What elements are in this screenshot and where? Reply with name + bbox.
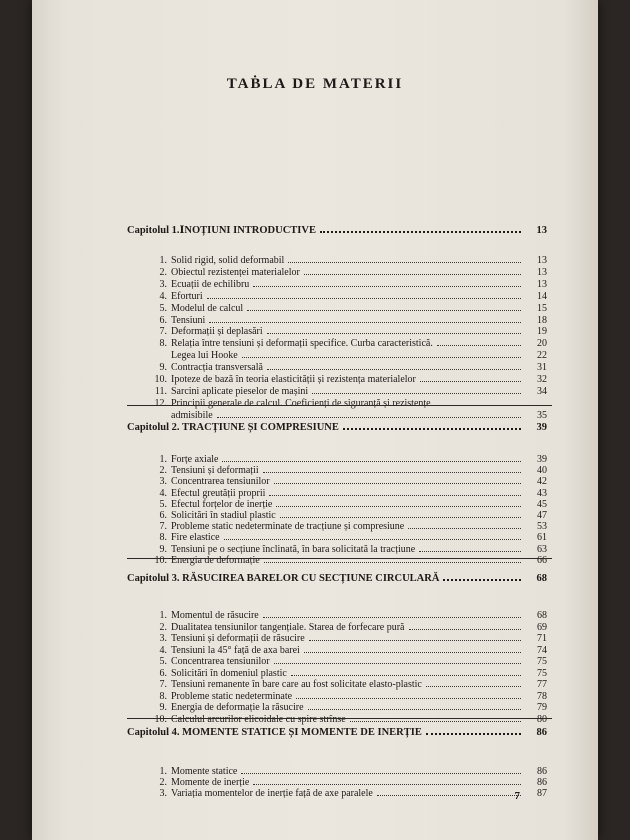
section-page-number: 78 — [537, 690, 547, 702]
section-title: Tensiuni și deformații de răsucire — [171, 633, 305, 644]
section-title: Ipoteze de bază în teoria elasticității și rezistența materialelor — [171, 374, 416, 385]
section-title: Sarcini aplicate pieselor de mașini — [171, 385, 309, 397]
section-number: 5. — [159, 498, 167, 510]
section-number: 1. — [159, 454, 167, 465]
section-title: admisibile — [171, 409, 213, 421]
section-page-number: 34 — [537, 385, 547, 397]
dot-leader — [253, 286, 521, 287]
dot-leader — [253, 784, 521, 785]
section-number: 8. — [159, 532, 167, 544]
section-number: 10. — [154, 374, 167, 385]
section-title: Solicitări în stadiul plastic — [171, 510, 276, 521]
section-title: Tensiuni pe o secțiune înclinată, în bara solicitată la tracțiune — [171, 543, 416, 555]
section-page-number: 22 — [537, 350, 547, 362]
toc-entry — [151, 255, 547, 266]
toc-entry — [151, 454, 547, 465]
toc-entry — [151, 315, 547, 326]
dot-leader — [263, 472, 521, 473]
dot-leader — [207, 298, 521, 299]
toc-entry — [151, 510, 547, 521]
section-number: 6. — [159, 314, 167, 326]
section-page-number: 32 — [537, 374, 547, 385]
dot-leader — [274, 483, 521, 484]
section-title: Eforturi — [171, 290, 203, 302]
section-page-number: 53 — [537, 521, 547, 533]
chapter-heading — [127, 727, 547, 741]
dot-leader — [288, 262, 521, 263]
section-page-number: 15 — [537, 302, 547, 314]
section-page-number: 87 — [537, 788, 547, 799]
dot-leader — [241, 773, 521, 774]
section-title: Calculul arcurilor elicoidale cu spire strînse — [171, 713, 346, 725]
toc-entry — [151, 532, 547, 543]
section-page-number: 86 — [537, 777, 547, 788]
dot-leader — [222, 461, 521, 462]
section-title: Variația momentelor de inerție față de axe paralele — [171, 788, 373, 799]
section-number: 9. — [159, 702, 167, 713]
chapter-title: Capitolul 2. TRACȚIUNE ȘI COMPRESIUNE — [127, 422, 339, 433]
toc-entry — [151, 410, 547, 421]
section-number: 8. — [159, 338, 167, 350]
section-title: Obiectul rezistenței materialelor — [171, 266, 300, 278]
section-number: 9. — [159, 362, 167, 374]
dot-leader — [291, 675, 521, 676]
toc-entry — [151, 714, 547, 725]
section-title: Contracția transversală — [171, 362, 263, 374]
section-number: 2. — [159, 465, 167, 477]
section-number: 3. — [159, 476, 167, 488]
chapter-page-number: 86 — [536, 727, 547, 738]
dot-leader — [320, 231, 521, 233]
section-number: 3. — [159, 278, 167, 290]
section-number: 12. — [154, 397, 167, 409]
chapter-page-number: 13 — [536, 225, 547, 236]
dot-leader — [280, 517, 521, 518]
section-page-number: 13 — [537, 278, 547, 290]
section-title: Probleme static nedeterminate — [171, 690, 293, 702]
dot-leader — [426, 686, 521, 687]
page-number: 7 — [514, 790, 520, 802]
section-page-number: 68 — [537, 610, 547, 621]
section-page-number: 75 — [537, 656, 547, 667]
dot-leader — [408, 528, 521, 529]
section-page-number: 31 — [537, 362, 547, 374]
dot-leader — [304, 274, 521, 275]
section-number: 6. — [159, 667, 167, 679]
section-title: Energia de deformație la răsucire — [171, 702, 304, 713]
chapter-heading — [127, 224, 547, 238]
section-title: Efectul greutății proprii — [171, 487, 266, 499]
section-page-number: 14 — [537, 290, 547, 302]
section-number: 11. — [154, 385, 167, 397]
chapter-divider — [127, 558, 552, 559]
toc-entry — [151, 702, 547, 713]
section-number: 10. — [154, 554, 167, 566]
toc-entry — [151, 777, 547, 788]
dot-leader — [304, 652, 521, 653]
dot-leader — [267, 333, 521, 334]
section-page-number: 66 — [537, 554, 547, 566]
section-number: 3. — [159, 788, 167, 799]
section-number: 7. — [159, 521, 167, 533]
section-page-number: 45 — [537, 498, 547, 510]
chapter-4 — [127, 727, 547, 799]
chapter-divider — [127, 718, 552, 719]
section-number: 2. — [159, 621, 167, 633]
book-page — [32, 0, 598, 840]
section-title: Solicitări în domeniul plastic — [171, 667, 287, 679]
toc-entry — [151, 374, 547, 385]
toc-entry — [151, 622, 547, 633]
section-page-number: 69 — [537, 621, 547, 633]
toc-entry — [151, 633, 547, 644]
chapter-page-number: 68 — [536, 573, 547, 584]
toc-entry — [151, 488, 547, 499]
section-number: 1. — [159, 610, 167, 621]
toc-entry — [151, 465, 547, 476]
toc-entry — [151, 544, 547, 555]
section-number: 8. — [159, 690, 167, 702]
chapter-heading — [127, 422, 547, 436]
chapter-2 — [127, 422, 547, 566]
section-number: 10. — [154, 713, 167, 725]
section-page-number: 61 — [537, 532, 547, 544]
section-title: Tensiuni la 45° față de axa barei — [171, 644, 300, 656]
toc-entry — [151, 679, 547, 690]
toc-entry — [151, 398, 547, 409]
section-number: 5. — [159, 302, 167, 314]
section-page-number: 42 — [537, 476, 547, 488]
toc-entry — [151, 766, 547, 777]
toc-entry — [151, 610, 547, 621]
toc-entry — [151, 555, 547, 566]
section-page-number: 71 — [537, 633, 547, 644]
dot-leader — [209, 322, 521, 323]
section-title: Efectul forțelor de inerție — [171, 498, 273, 510]
section-title: Modelul de calcul — [171, 302, 244, 314]
dot-leader — [350, 721, 521, 722]
section-page-number: 39 — [537, 454, 547, 465]
section-title: Relația între tensiuni și deformații specifice. Curba caracteristică. — [171, 338, 433, 350]
section-title: Solid rigid, solid deformabil — [171, 255, 285, 266]
dot-leader — [409, 629, 522, 630]
dot-leader — [296, 698, 521, 699]
section-page-number: 80 — [537, 713, 547, 725]
chapter-1 — [127, 224, 547, 421]
section-number: 3. — [159, 633, 167, 644]
section-page-number: 75 — [537, 667, 547, 679]
section-title: Dualitatea tensiunilor tangențiale. Starea de forfecare pură — [171, 621, 405, 633]
section-title: Momente statice — [171, 766, 238, 777]
toc-entry — [151, 267, 547, 278]
dot-leader — [419, 551, 521, 552]
section-title: Probleme static nedeterminate de tracțiune și compresiune — [171, 521, 405, 533]
chapter-3 — [127, 573, 547, 725]
dot-leader — [269, 495, 521, 496]
dot-leader — [267, 369, 521, 370]
toc-entry — [151, 476, 547, 487]
toc-entry — [151, 788, 547, 799]
section-title: Tensiuni remanente în bare care au fost solicitate elasto-plastic — [171, 679, 422, 690]
section-number: 5. — [159, 656, 167, 667]
chapter-title: Capitolul 3. RĂSUCIREA BARELOR CU SECȚIUNE CIRCULARĂ — [127, 573, 440, 584]
dot-leader — [420, 381, 521, 382]
section-title: Concentrarea tensiunilor — [171, 656, 270, 667]
section-number: 7. — [159, 326, 167, 338]
dot-leader — [263, 617, 521, 618]
toc-entry — [151, 386, 547, 397]
page-title: TAḂLA DE MATERII — [226, 76, 404, 92]
dot-leader — [274, 663, 521, 664]
section-number: 2. — [159, 266, 167, 278]
section-number: 4. — [159, 487, 167, 499]
section-title: Tensiuni și deformații — [171, 465, 259, 477]
section-page-number: 13 — [537, 266, 547, 278]
dot-leader — [264, 562, 521, 563]
section-title: Deformații și deplasări — [171, 326, 263, 338]
section-page-number: 79 — [537, 702, 547, 713]
toc-entry — [151, 691, 547, 702]
section-title: Fire elastice — [171, 532, 220, 544]
dot-leader — [437, 345, 521, 346]
section-number: 2. — [159, 777, 167, 788]
section-title: Ecuații de echilibru — [171, 278, 250, 290]
section-page-number: 74 — [537, 644, 547, 656]
section-title: Momente de inerție — [171, 777, 250, 788]
chapter-heading — [127, 573, 547, 587]
section-page-number: 86 — [537, 766, 547, 777]
toc-entry — [151, 326, 547, 337]
section-number: 1. — [159, 766, 167, 777]
toc-entry — [151, 303, 547, 314]
section-page-number: 43 — [537, 487, 547, 499]
section-page-number: 47 — [537, 510, 547, 521]
section-page-number: 20 — [537, 338, 547, 350]
dot-leader — [224, 539, 521, 540]
dot-leader — [426, 733, 521, 735]
section-title: Tensiuni — [171, 314, 206, 326]
dot-leader — [309, 640, 521, 641]
section-number: 1. — [159, 255, 167, 266]
chapter-title: Capitolul 1.ⅠNOȚIUNI INTRODUCTIVE — [127, 225, 316, 236]
dot-leader — [276, 506, 521, 507]
section-number: 4. — [159, 644, 167, 656]
section-title: Forțe axiale — [171, 454, 219, 465]
toc-entry — [151, 645, 547, 656]
toc-entry — [151, 362, 547, 373]
section-number: 9. — [159, 543, 167, 555]
toc-entry — [151, 338, 547, 349]
section-number: 6. — [159, 510, 167, 521]
section-title: Momentul de răsucire — [171, 610, 259, 621]
dot-leader — [343, 428, 521, 430]
dot-leader — [377, 795, 521, 796]
dot-leader — [242, 357, 521, 358]
toc-entry — [151, 521, 547, 532]
chapter-title: Capitolul 4. MOMENTE STATICE ȘI MOMENTE DE INERȚIE — [127, 727, 422, 738]
section-title: Concentrarea tensiunilor — [171, 476, 270, 488]
chapter-page-number: 39 — [536, 422, 547, 433]
toc-entry — [151, 291, 547, 302]
section-page-number: 63 — [537, 543, 547, 555]
section-number: 4. — [159, 290, 167, 302]
section-title: Legea lui Hooke — [171, 350, 238, 362]
toc-entry — [151, 668, 547, 679]
dot-leader — [247, 310, 521, 311]
toc-entry — [151, 656, 547, 667]
chapter-divider — [127, 405, 552, 406]
section-page-number: 35 — [537, 409, 547, 421]
dot-leader — [443, 579, 521, 581]
dot-leader — [308, 709, 521, 710]
dot-leader — [312, 393, 521, 394]
toc-entry — [151, 350, 547, 361]
section-page-number: 77 — [537, 679, 547, 690]
dot-leader — [217, 417, 521, 418]
toc-entry — [151, 499, 547, 510]
section-page-number: 18 — [537, 314, 547, 326]
section-number: 7. — [159, 679, 167, 690]
section-title: Principii generale de calcul. Coeficienți de siguranță și rezistențe — [171, 397, 431, 409]
toc-entry — [151, 279, 547, 290]
section-page-number: 13 — [537, 255, 547, 266]
section-page-number: 19 — [537, 326, 547, 338]
section-page-number: 40 — [537, 465, 547, 477]
section-title: Energia de deformație — [171, 554, 260, 566]
